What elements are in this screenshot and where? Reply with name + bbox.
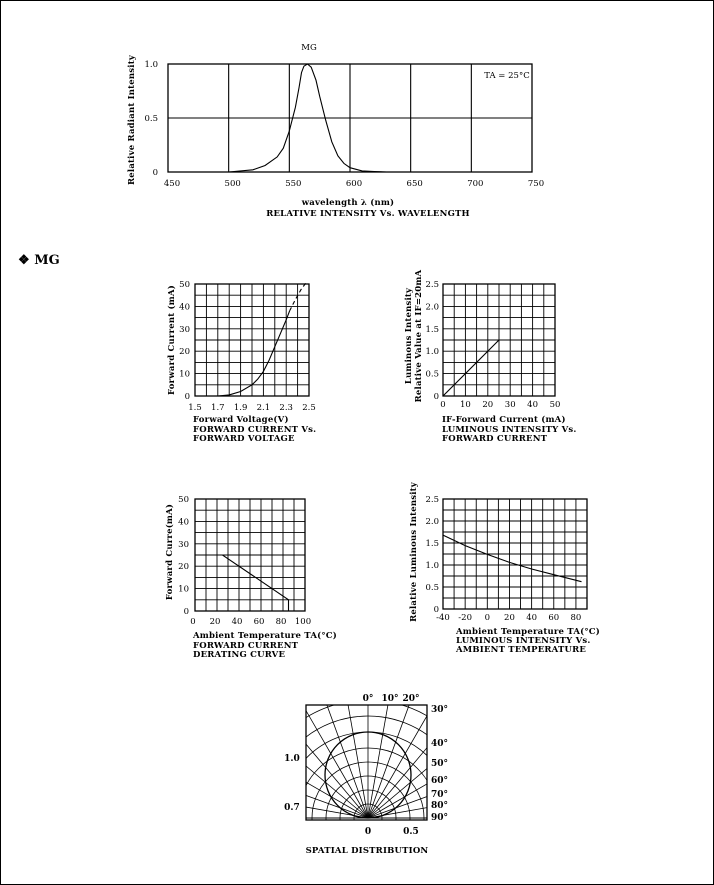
lum-temp-xtick-label: 80 (570, 613, 582, 623)
derating-xtick-label: 100 (294, 617, 312, 627)
derating-xtick-label: 60 (253, 617, 265, 627)
spatial-right-angle-label: 50° (431, 759, 449, 769)
lum-current-ytick-label: 1.0 (425, 347, 439, 358)
diamond-bullet-icon: ❖ (18, 253, 30, 268)
lum-current-series-line (443, 340, 499, 396)
lum-temp-ytick-label: 0.5 (425, 583, 439, 593)
lum-temp-xlabel: Ambient Temperature TA(°C) (456, 627, 600, 637)
spatial-right-angle-label: 40° (431, 739, 449, 749)
lum-temp-ytick-label: 2.0 (425, 517, 439, 527)
iv-xlabel: Forward Voltage(V) (193, 415, 289, 425)
lum-current-xtick-label: 10 (459, 400, 471, 410)
spatial-top-angle-label: 10° (381, 694, 399, 704)
spectrum-xtick-label: 650 (406, 179, 423, 189)
spectrum-ytick-label: 0.5 (144, 114, 158, 124)
lum-temp-ytick-label: 0 (433, 605, 439, 615)
lum-current-ytick-label: 2.0 (425, 302, 439, 313)
derating-xlabel: Ambient Temperature TA(°C) (193, 631, 337, 641)
lum-temp-caption-line: LUMINOUS INTENSITY Vs. (456, 636, 591, 646)
spatial-left-label: 0.7 (284, 803, 300, 813)
spatial-right-angle-label: 60° (431, 776, 449, 786)
lum-current-caption-line: LUMINOUS INTENSITY Vs. (442, 425, 577, 435)
lum-current-ytick-label: 1.5 (425, 324, 439, 335)
spectrum-xtick-label: 500 (224, 179, 241, 189)
spatial-radial-line (239, 665, 368, 818)
spectrum-xlabel: wavelength λ (nm) (301, 198, 395, 208)
spectrum-xtick-label: 750 (527, 179, 545, 189)
spectrum-title: MG (301, 43, 317, 53)
spatial-caption: SPATIAL DISTRIBUTION (305, 846, 429, 856)
lum-temp-xtick-label: 20 (504, 613, 515, 623)
iv-ytick-label: 10 (179, 369, 190, 380)
lum-current-xtick-label: 50 (549, 400, 561, 410)
iv-ytick-label: 40 (179, 302, 190, 313)
iv-xtick-label: 2.5 (302, 403, 316, 413)
derating-xtick-label: 0 (190, 617, 196, 627)
derating-ytick-label: 20 (178, 562, 189, 573)
lum-temp-ylabel: Relative Luminous Intensity (409, 482, 419, 622)
lum-temp-ytick-label: 1.0 (425, 561, 439, 571)
spatial-top-angle-label: 0° (362, 694, 374, 704)
spatial-bottom-label: 0.5 (403, 827, 419, 837)
spatial-right-angle-label: 70° (431, 790, 449, 800)
lum-current-xtick-label: 40 (527, 400, 539, 410)
derating-ytick-label: 40 (178, 517, 189, 528)
lum-temp-series-line (443, 535, 582, 582)
iv-ytick-label: 50 (179, 280, 190, 290)
lum-current-xtick-label: 0 (440, 400, 446, 410)
derating-caption-line: DERATING CURVE (193, 650, 286, 660)
section-heading-text: MG (34, 253, 60, 268)
spectrum-annotation: TA = 25°C (484, 71, 530, 81)
iv-ytick-label: 30 (179, 324, 190, 335)
spectrum-xtick-label: 450 (163, 179, 181, 189)
iv-xtick-label: 1.9 (233, 403, 248, 413)
iv-xtick-label: 2.1 (256, 403, 271, 413)
spectrum-ylabel: Relative Radiant Intensity (127, 55, 137, 185)
lum-temp-xtick-label: 40 (526, 613, 538, 623)
lum-current-ytick-label: 0.5 (425, 369, 439, 380)
spectrum-caption: RELATIVE INTENSITY Vs. WAVELENGTH (266, 209, 470, 219)
iv-xtick-label: 1.5 (188, 403, 202, 413)
spatial-right-angle-label: 30° (431, 705, 449, 715)
derating-caption-line: FORWARD CURRENT (193, 641, 299, 651)
derating-series-line (195, 555, 289, 611)
iv-series-line (218, 311, 290, 396)
lum-temp-ytick-label: 2.5 (425, 495, 439, 505)
derating-xtick-label: 20 (209, 617, 221, 627)
spectrum-xtick-label: 700 (467, 179, 484, 189)
derating-xtick-label: 80 (275, 617, 287, 627)
derating-ytick-label: 30 (178, 539, 189, 550)
derating-ytick-label: 10 (178, 584, 189, 595)
spatial-left-label: 1.0 (284, 754, 300, 764)
lum-current-ytick-label: 0 (433, 392, 439, 402)
spatial-top-angle-label: 20° (402, 694, 420, 704)
lum-current-xtick-label: 30 (504, 400, 516, 410)
spatial-right-angle-label: 80° (431, 801, 449, 811)
lum-current-xlabel: IF-Forward Current (mA) (442, 415, 566, 425)
derating-xtick-label: 40 (231, 617, 243, 627)
spectrum-xtick-label: 550 (285, 179, 302, 189)
spatial-right-angle-label: 90° (431, 813, 449, 823)
lum-temp-xtick-label: 60 (548, 613, 560, 623)
derating-ytick-label: 0 (183, 607, 189, 617)
derating-ytick-label: 50 (178, 495, 189, 505)
iv-caption-line: FORWARD CURRENT Vs. (193, 425, 317, 435)
lum-current-ylabel: Luminous Intensity (404, 287, 414, 385)
iv-caption-line: FORWARD VOLTAGE (193, 434, 295, 444)
lum-current-xtick-label: 20 (482, 400, 494, 410)
lum-temp-caption-line: AMBIENT TEMPERATURE (456, 645, 587, 655)
lum-temp-xtick-label: 0 (484, 613, 491, 623)
lum-temp-ytick-label: 1.5 (425, 539, 439, 549)
spectrum-ytick-label: 1.0 (144, 60, 158, 70)
spatial-bottom-label: 0 (364, 827, 372, 837)
spectrum-xtick-label: 600 (345, 179, 363, 189)
lum-current-caption-line: FORWARD CURRENT (442, 434, 548, 444)
lum-temp-xtick-label: -20 (458, 613, 473, 623)
lum-current-ylabel2: Relative Value at IF=20mA (414, 269, 424, 403)
lum-current-ytick-label: 2.5 (425, 280, 439, 290)
spectrum-ytick-label: 0 (152, 168, 158, 178)
iv-ytick-label: 20 (179, 347, 190, 358)
iv-xtick-label: 1.7 (211, 403, 225, 413)
iv-ylabel: Forward Current (mA) (167, 285, 177, 395)
iv-xtick-label: 2.3 (279, 403, 293, 413)
iv-ytick-label: 0 (184, 392, 190, 402)
lum-temp-xtick-label: -40 (436, 613, 450, 623)
derating-ylabel: Forward Curre(mA) (165, 503, 175, 601)
